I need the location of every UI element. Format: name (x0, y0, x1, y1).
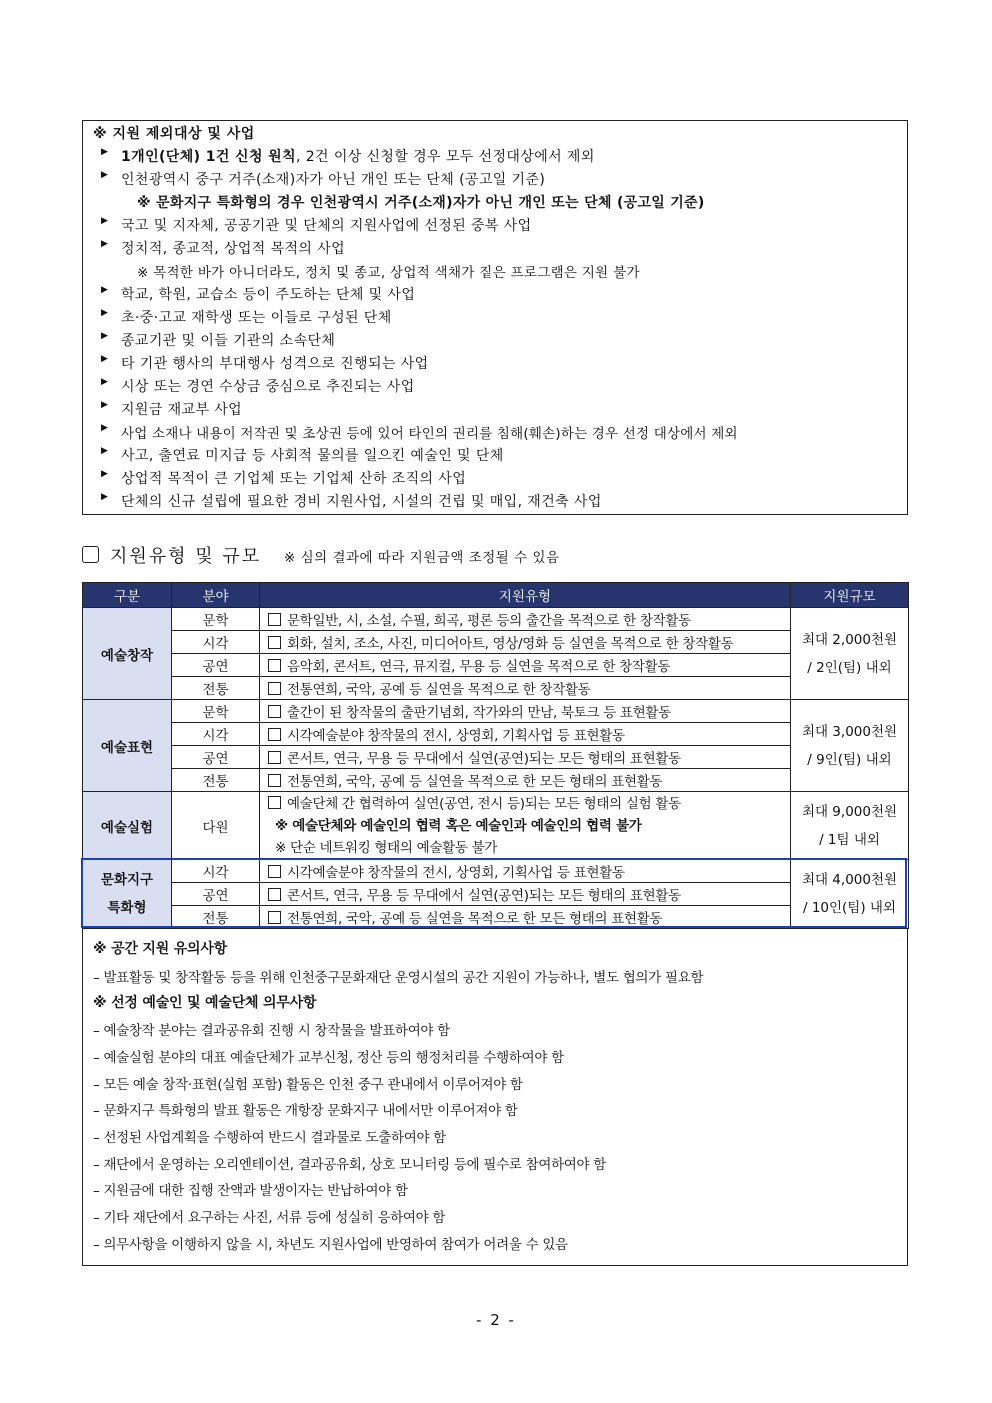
exclusion-note: ※ 문화지구 특화형의 경우 인천광역시 거주(소재)자가 아닌 개인 또는 단체 (공고일 기준) (137, 195, 705, 211)
notes-item: – 예술실험 분야의 대표 예술단체가 교부신청, 정산 등의 행정처리를 수행하여야 함 (93, 1050, 564, 1066)
exclusion-box (82, 120, 908, 515)
notes-box (82, 929, 908, 1266)
bullet-triangle-icon: ▶ (101, 308, 109, 318)
type-cell: 회화, 설치, 조소, 사진, 미디어아트, 영상/영화 등 실연을 목적으로 한 창작활동 (260, 631, 791, 654)
notes-item: – 문화지구 특화형의 발표 활동은 개항장 문화지구 내에서만 이루어져야 함 (93, 1103, 518, 1119)
type-cell: 콘서트, 연극, 무용 등 무대에서 실연(공연)되는 모든 형태의 표현활동 (260, 883, 791, 906)
type-cell: 시각예술분야 창작물의 전시, 상영회, 기획사업 등 표현활동 (260, 723, 791, 746)
exclusion-item: ▶ 종교기관 및 이들 기관의 소속단체 (101, 331, 336, 349)
type-cell: 전통연희, 국악, 공예 등 실연을 목적으로 한 모든 형태의 표현활동 (260, 769, 791, 792)
notes-item: – 재단에서 운영하는 오리엔테이션, 결과공유회, 상호 모니터링 등에 필수로 참여하여야 함 (93, 1157, 607, 1173)
field-cell: 시각 (172, 860, 260, 883)
scale-cell: 최대 2,000천원 / 2인(팀) 내외 (791, 608, 909, 700)
checkbox-icon (268, 728, 281, 741)
field-cell: 공연 (172, 883, 260, 906)
scale-cell: 최대 4,000천원 / 10인(팀) 내외 (791, 860, 909, 929)
header-scale: 지원규모 (791, 583, 909, 608)
notes-item: – 발표활동 및 창작활동 등을 위해 인천중구문화재단 운영시설의 공간 지원이 가능하나, 별도 협의가 필요함 (93, 970, 704, 986)
checkbox-icon (268, 636, 281, 649)
bullet-triangle-icon: ▶ (101, 446, 109, 456)
bullet-triangle-icon: ▶ (101, 377, 109, 387)
category-cell: 예술창작 (83, 608, 172, 700)
bullet-triangle-icon: ▶ (101, 170, 109, 180)
square-bullet-icon (82, 546, 99, 563)
exclusion-item: ▶ 단체의 신규 설립에 필요한 경비 지원사업, 시설의 건립 및 매입, 재건축 사업 (101, 492, 602, 510)
scale-cell: 최대 9,000천원 / 1팀 내외 (791, 792, 909, 860)
bullet-triangle-icon: ▶ (101, 147, 109, 157)
notes-item: – 선정된 사업계획을 수행하여 반드시 결과물로 도출하여야 함 (93, 1130, 446, 1146)
checkbox-icon (268, 774, 281, 787)
type-cell: 출간이 된 창작물의 출판기념회, 작가와의 만남, 북토크 등 표현활동 (260, 700, 791, 723)
table-row (83, 746, 909, 769)
notes-item: – 기타 재단에서 요구하는 사진, 서류 등에 성실히 응하여야 함 (93, 1210, 446, 1226)
table-row (83, 700, 909, 723)
table-header-row (83, 583, 909, 608)
bullet-triangle-icon: ▶ (101, 216, 109, 226)
exclusion-title: ※ 지원 제외대상 및 사업 (93, 126, 255, 142)
type-cell: 콘서트, 연극, 무용 등 무대에서 실연(공연)되는 모든 형태의 표현활동 (260, 746, 791, 769)
category-cell: 예술실험 (83, 792, 172, 860)
bullet-triangle-icon: ▶ (101, 400, 109, 410)
bullet-triangle-icon: ▶ (101, 492, 109, 502)
checkbox-icon (268, 659, 281, 672)
field-cell: 전통 (172, 906, 260, 929)
checkbox-icon (268, 796, 281, 809)
scale-cell: 최대 3,000천원 / 9인(팀) 내외 (791, 700, 909, 792)
exclusion-item: ▶ 인천광역시 중구 거주(소재)자가 아닌 개인 또는 단체 (공고일 기준) (101, 170, 546, 188)
table-row (83, 769, 909, 792)
field-cell: 전통 (172, 677, 260, 700)
notes-heading: ※ 공간 지원 유의사항 (93, 941, 228, 957)
bullet-triangle-icon: ▶ (101, 469, 109, 479)
bullet-triangle-icon: ▶ (101, 354, 109, 364)
checkbox-icon (268, 751, 281, 764)
exclusion-item: ▶ 정치적, 종교적, 상업적 목적의 사업 (101, 239, 346, 257)
table-row (83, 792, 909, 860)
bullet-triangle-icon: ▶ (101, 423, 109, 433)
header-category: 구분 (83, 583, 172, 608)
field-cell: 문학 (172, 700, 260, 723)
exclusion-note: ※ 목적한 바가 아니더라도, 정치 및 종교, 상업적 색채가 짙은 프로그램은 지원 불가 (137, 265, 640, 281)
field-cell: 공연 (172, 746, 260, 769)
checkbox-icon (268, 613, 281, 626)
field-cell: 시각 (172, 723, 260, 746)
type-cell: 문학일반, 시, 소설, 수필, 희곡, 평론 등의 출간을 목적으로 한 창작활동 (260, 608, 791, 631)
field-cell: 공연 (172, 654, 260, 677)
type-cell: 예술단체 간 협력하여 실연(공연, 전시 등)되는 모든 형태의 실험 활동 ※ 예술단체와 예술인의 협력 혹은 예술인과 예술인의 협력 불가 ※ 단순 네트워킹 형태의 예술활동 불가 (260, 792, 791, 860)
notes-heading: ※ 선정 예술인 및 예술단체 의무사항 (93, 995, 317, 1011)
table-row (83, 677, 909, 700)
exclusion-item: ▶ 시상 또는 경연 수상금 중심으로 추진되는 사업 (101, 377, 415, 395)
type-cell: 음악회, 콘서트, 연극, 뮤지컬, 무용 등 실연을 목적으로 한 창작활동 (260, 654, 791, 677)
exclusion-item: ▶ 학교, 학원, 교습소 등이 주도하는 단체 및 사업 (101, 285, 416, 303)
header-type: 지원유형 (260, 583, 791, 608)
table-row (83, 631, 909, 654)
table-row (83, 654, 909, 677)
field-cell: 문학 (172, 608, 260, 631)
field-cell: 시각 (172, 631, 260, 654)
bullet-triangle-icon: ▶ (101, 239, 109, 249)
type-cell: 전통연희, 국악, 공예 등 실연을 목적으로 한 모든 형태의 표현활동 (260, 906, 791, 929)
category-cell: 예술표현 (83, 700, 172, 792)
notes-item: – 지원금에 대한 집행 잔액과 발생이자는 반납하여야 함 (93, 1183, 408, 1199)
type-cell: 시각예술분야 창작물의 전시, 상영회, 기획사업 등 표현활동 (260, 860, 791, 883)
section-title: 지원유형 및 규모 (110, 546, 262, 567)
table-row (83, 608, 909, 631)
exclusion-item: ▶ 국고 및 지자체, 공공기관 및 단체의 지원사업에 선정된 중복 사업 (101, 216, 532, 234)
notes-item: – 의무사항을 이행하지 않을 시, 차년도 지원사업에 반영하여 참여가 어려울 수 있음 (93, 1237, 568, 1253)
header-field: 분야 (172, 583, 260, 608)
exclusion-item: ▶ 사고, 출연료 미지급 등 사회적 물의를 일으킨 예술인 및 단체 (101, 446, 504, 464)
page-number: - 2 - (476, 1311, 516, 1329)
checkbox-icon (268, 705, 281, 718)
exclusion-item: ▶ 초·중·고교 재학생 또는 이들로 구성된 단체 (101, 308, 392, 326)
exclusion-item: ▶ 사업 소재나 내용이 저작권 및 초상권 등에 있어 타인의 권리를 침해(훼손)하는 경우 선정 대상에서 제외 (101, 423, 738, 442)
exclusion-item: ▶ 1개인(단체) 1건 신청 원칙, 2건 이상 신청할 경우 모두 선정대상에서 제외 (101, 147, 595, 165)
field-cell: 다원 (172, 792, 260, 860)
table-row (83, 723, 909, 746)
section-note: ※ 심의 결과에 따라 지원금액 조정될 수 있음 (284, 550, 560, 566)
bullet-triangle-icon: ▶ (101, 285, 109, 295)
exclusion-item: ▶ 상업적 목적이 큰 기업체 또는 기업체 산하 조직의 사업 (101, 469, 467, 487)
field-cell: 전통 (172, 769, 260, 792)
checkbox-icon (268, 682, 281, 695)
bullet-triangle-icon: ▶ (101, 331, 109, 341)
category-cell: 문화지구 특화형 (83, 860, 172, 929)
type-cell: 전통연희, 국악, 공예 등 실연을 목적으로 한 창작활동 (260, 677, 791, 700)
exclusion-item: ▶ 지원금 재교부 사업 (101, 400, 243, 418)
notes-item: – 예술창작 분야는 결과공유회 진행 시 창작물을 발표하여야 함 (93, 1023, 450, 1039)
notes-item: – 모든 예술 창작·표현(실험 포함) 활동은 인천 중구 관내에서 이루어져야 함 (93, 1077, 523, 1093)
exclusion-item: ▶ 타 기관 행사의 부대행사 성격으로 진행되는 사업 (101, 354, 429, 372)
highlight-frame (81, 858, 907, 928)
